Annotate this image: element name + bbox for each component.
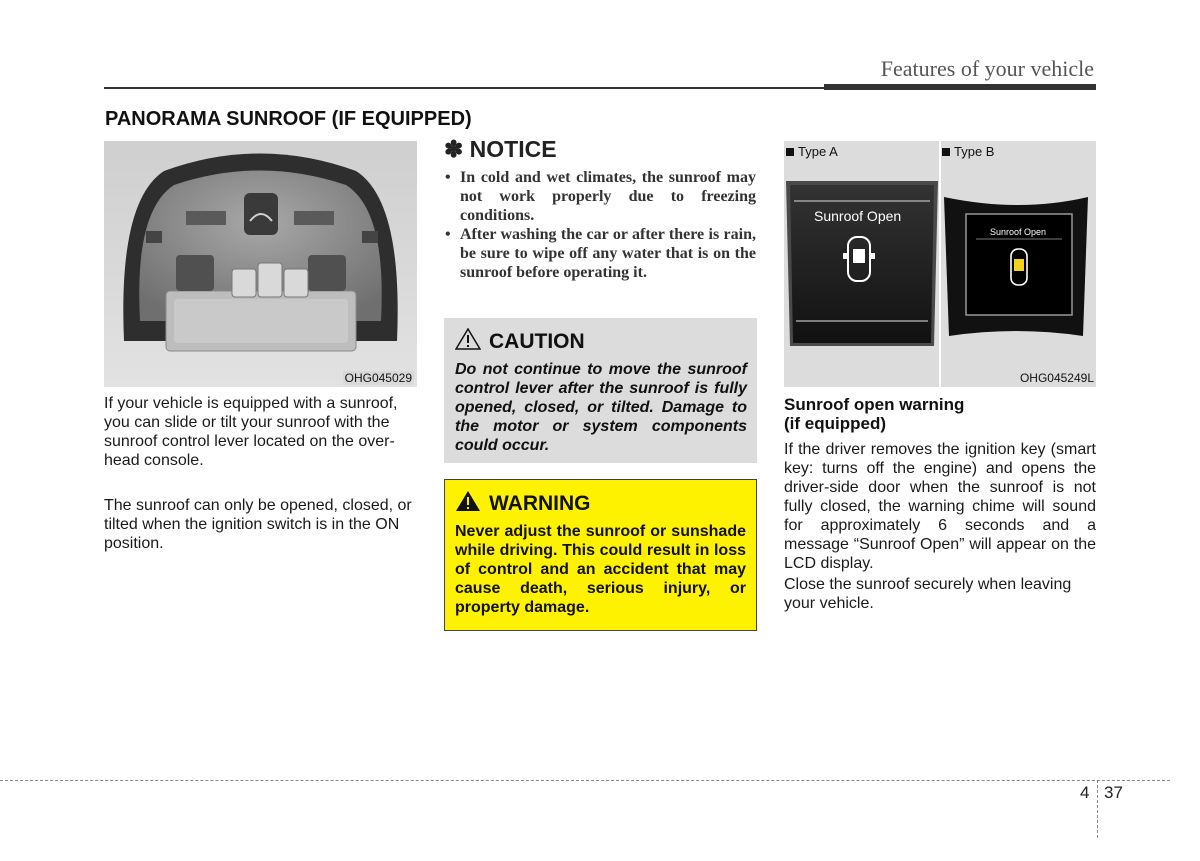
- notice-list: [444, 168, 756, 282]
- notice-item: • In cold and wet climates, the sunroof may not work properly due to freezing conditions.: [444, 168, 756, 225]
- intro-paragraph: If your vehicle is equipped with a sunroof, you can slide or tilt your sunroof with the sunroof control lever located on the overhead console.: [104, 395, 398, 469]
- chapter-number: 4: [1080, 783, 1090, 802]
- caution-heading: CAUTION: [489, 330, 585, 353]
- subsection-heading: Sunroof open warning (if equipped): [784, 395, 965, 433]
- overhead-console-photo: [104, 141, 417, 387]
- footer-separator: [1097, 780, 1098, 838]
- warning-chime-paragraph: If the driver removes the ignition key (smart key: turns off the engine) and opens the driver-side door when the sunroof is not fully closed, the warning chime will sound for approximately 6 seconds and a message “Sunroof Open” will appear on the LCD display.: [784, 441, 1096, 572]
- type-a-label: Type A: [786, 144, 838, 159]
- header-rule-accent: [824, 84, 1096, 90]
- warning-box: [444, 479, 757, 631]
- running-header: Features of your vehicle: [880, 56, 1094, 81]
- photo-code: OHG045029: [344, 371, 412, 385]
- close-sunroof-paragraph: Close the sunroof securely when leaving your vehicle.: [784, 576, 1072, 612]
- page-number: 37: [1104, 783, 1123, 802]
- caution-triangle-icon: [455, 328, 481, 356]
- notice-heading: ✽ NOTICE: [444, 136, 557, 162]
- footer-rule: [0, 780, 1170, 781]
- caution-box: [444, 318, 757, 463]
- lcd-display-figure: [784, 141, 1096, 387]
- figure-code: OHG045249L: [1019, 371, 1094, 385]
- ignition-paragraph: The sunroof can only be opened, closed, or tilted when the ignition switch is in the ON position.: [104, 497, 412, 552]
- warning-triangle-icon: [455, 490, 481, 518]
- warning-text: Never adjust the sunroof or sunshade while driving. This could result in loss of control and an accident that may cause death, serious injury, or property damage.: [455, 523, 746, 616]
- notice-item: • After washing the car or after there is rain, be sure to wipe off any water that is on the sunroof before operating it.: [444, 225, 756, 282]
- type-a-screen-text: Sunroof Open: [814, 208, 902, 224]
- type-b-label: Type B: [942, 144, 994, 159]
- caution-text: Do not continue to move the sunroof control lever after the sunroof is fully opened, closed, or tilted. Damage to the motor or system components could occur.: [455, 361, 747, 454]
- section-title: PANORAMA SUNROOF (IF EQUIPPED): [105, 108, 472, 130]
- warning-heading: WARNING: [489, 492, 591, 515]
- type-b-screen-text: Sunroof Open: [990, 227, 1047, 237]
